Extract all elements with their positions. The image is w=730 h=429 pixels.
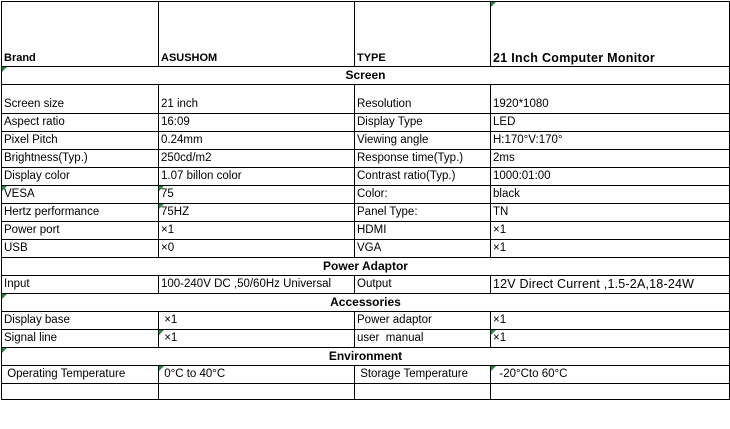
spec-label: Resolution <box>355 85 491 114</box>
section-row <box>2 258 730 276</box>
section-row <box>2 294 730 312</box>
spec-label: Power port <box>2 222 159 240</box>
table-row <box>2 168 730 186</box>
spec-value: 16:09 <box>159 114 355 132</box>
spec-label: Signal line <box>2 330 159 348</box>
section-heading-accessories: Accessories <box>2 294 730 312</box>
spec-label: Contrast ratio(Typ.) <box>355 168 491 186</box>
type-value: 21 Inch Computer Monitor <box>493 51 656 65</box>
spec-value: ×1 <box>491 240 730 258</box>
spec-value: black <box>491 186 730 204</box>
spec-value: ×1 <box>491 330 730 348</box>
spec-value: -20°Cto 60°C <box>491 366 730 384</box>
table-row <box>2 240 730 258</box>
spec-value: ×1 <box>159 330 355 348</box>
comment-marker-icon <box>159 204 164 209</box>
spec-value: 250cd/m2 <box>159 150 355 168</box>
table-row <box>2 276 730 294</box>
table-row <box>2 114 730 132</box>
spec-label: Display color <box>2 168 159 186</box>
brand-label-cell <box>2 2 159 67</box>
spec-value: 1.07 billon color <box>159 168 355 186</box>
table-row <box>2 186 730 204</box>
spec-label: Output <box>355 276 491 294</box>
section-row <box>2 348 730 366</box>
spec-label: USB <box>2 240 159 258</box>
spec-label: Pixel Pitch <box>2 132 159 150</box>
spec-value: ×1 <box>491 222 730 240</box>
spec-value: 0°C to 40°C <box>159 366 355 384</box>
spec-value: 100-240V DC ,50/60Hz Universal <box>159 276 355 294</box>
empty-row <box>2 384 730 400</box>
spec-label: Display Type <box>355 114 491 132</box>
spec-table <box>1 1 730 400</box>
spec-label: Input <box>2 276 159 294</box>
table-row <box>2 85 730 114</box>
empty-cell <box>159 384 355 400</box>
spec-value: 1920*1080 <box>491 85 730 114</box>
section-row <box>2 67 730 85</box>
spec-label: VESA <box>2 186 159 204</box>
spec-value: 12V Direct Current ,1.5-2A,18-24W <box>491 276 730 294</box>
spec-label: Display base <box>2 312 159 330</box>
table-row <box>2 132 730 150</box>
spec-value: 2ms <box>491 150 730 168</box>
comment-marker-icon <box>159 330 164 335</box>
type-label: TYPE <box>357 52 386 64</box>
type-value-cell <box>491 2 730 67</box>
comment-marker-icon <box>491 2 496 7</box>
spec-value: 75HZ <box>159 204 355 222</box>
comment-marker-icon <box>2 294 7 299</box>
spec-value: ×1 <box>159 312 355 330</box>
comment-marker-icon <box>159 186 164 191</box>
comment-marker-icon <box>2 186 7 191</box>
empty-cell <box>491 384 730 400</box>
spec-value: 1000:01:00 <box>491 168 730 186</box>
spec-label: Brightness(Typ.) <box>2 150 159 168</box>
spec-label: Aspect ratio <box>2 114 159 132</box>
spec-label: Viewing angle <box>355 132 491 150</box>
table-row <box>2 204 730 222</box>
comment-marker-icon <box>2 348 7 353</box>
brand-value-cell <box>159 2 355 67</box>
comment-marker-icon <box>491 330 496 335</box>
spec-value: ×0 <box>159 240 355 258</box>
spec-value: H:170°V:170° <box>491 132 730 150</box>
spec-label: Hertz performance <box>2 204 159 222</box>
empty-cell <box>2 384 159 400</box>
spec-label: Color: <box>355 186 491 204</box>
table-row <box>2 330 730 348</box>
spec-value: 75 <box>159 186 355 204</box>
spec-label: user manual <box>355 330 491 348</box>
spec-label: Response time(Typ.) <box>355 150 491 168</box>
comment-marker-icon <box>2 67 7 72</box>
spec-value: ×1 <box>159 222 355 240</box>
spec-label: Power adaptor <box>355 312 491 330</box>
table-row <box>2 366 730 384</box>
brand-value: ASUSHOM <box>161 52 218 64</box>
table-row <box>2 150 730 168</box>
spec-value: ×1 <box>491 312 730 330</box>
empty-cell <box>355 384 491 400</box>
table-row <box>2 222 730 240</box>
spec-value: 21 inch <box>159 85 355 114</box>
spec-label: Storage Temperature <box>355 366 491 384</box>
spec-label: HDMI <box>355 222 491 240</box>
comment-marker-icon <box>159 366 164 371</box>
type-label-cell <box>355 2 491 67</box>
header-row <box>2 2 730 67</box>
table-row <box>2 312 730 330</box>
spec-label: VGA <box>355 240 491 258</box>
spec-label: Panel Type: <box>355 204 491 222</box>
spec-label: Operating Temperature <box>2 366 159 384</box>
spec-value: LED <box>491 114 730 132</box>
spec-value: TN <box>491 204 730 222</box>
spec-value: 0.24mm <box>159 132 355 150</box>
brand-label: Brand <box>4 52 36 64</box>
section-heading-power-adaptor: Power Adaptor <box>2 258 730 276</box>
comment-marker-icon <box>491 366 496 371</box>
section-heading-screen: Screen <box>2 67 730 85</box>
spec-label: Screen size <box>2 85 159 114</box>
section-heading-environment: Environment <box>2 348 730 366</box>
